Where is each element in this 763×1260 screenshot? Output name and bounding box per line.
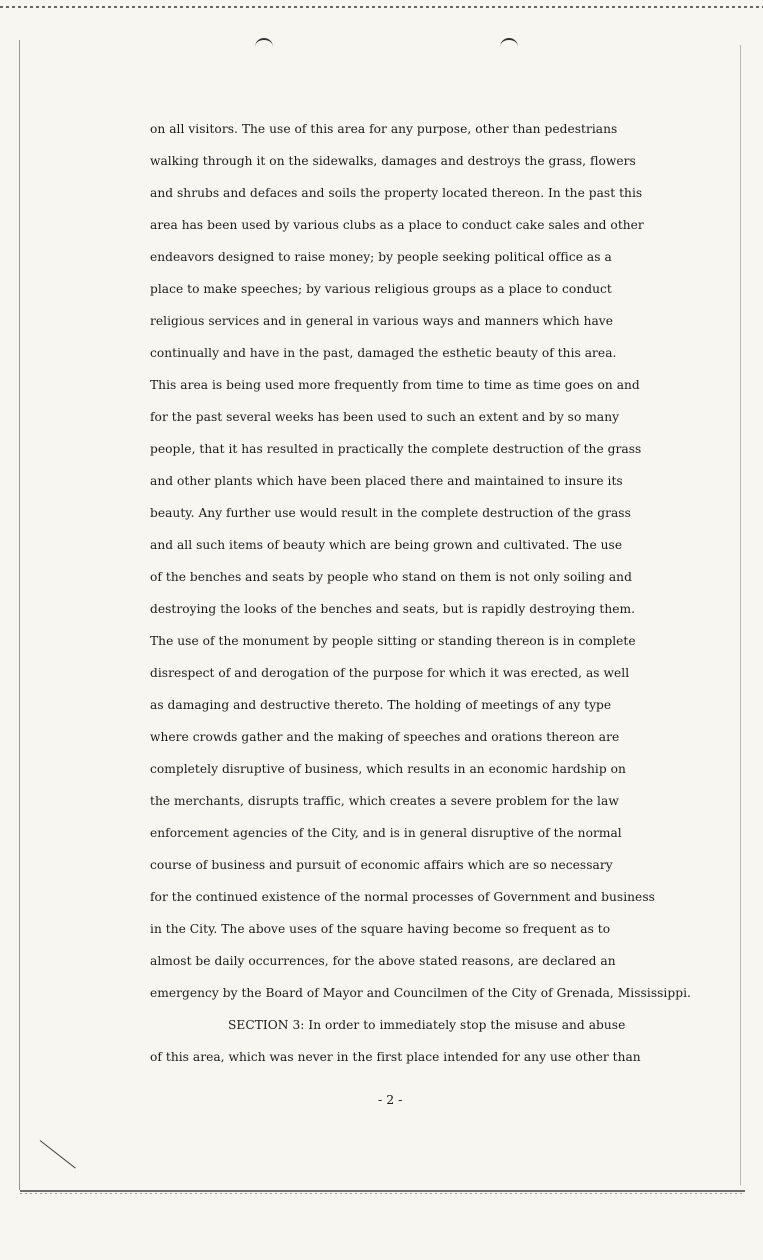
text-line: people, that it has resulted in practically the complete destruction of the grass bbox=[150, 442, 642, 456]
text-line: religious services and in general in various ways and manners which have bbox=[150, 314, 613, 328]
text-line: in the City. The above uses of the square having become so frequent as to bbox=[150, 922, 611, 936]
text-line: and shrubs and defaces and soils the property located thereon. In the past this bbox=[150, 186, 643, 200]
scan-artifact-line bbox=[40, 1140, 76, 1168]
text-line: for the past several weeks has been used to such an extent and by so many bbox=[150, 410, 620, 424]
text-line: of the benches and seats by people who stand on them is not only soiling and bbox=[150, 570, 632, 584]
text-line: and other plants which have been placed there and maintained to insure its bbox=[150, 474, 623, 488]
page-number: - 2 - bbox=[378, 1092, 403, 1107]
text-line: disrespect of and derogation of the purpose for which it was erected, as well bbox=[150, 666, 630, 680]
text-line: for the continued existence of the normal processes of Government and business bbox=[150, 890, 655, 904]
bottom-page-edge bbox=[20, 1190, 745, 1192]
section-heading-line: SECTION 3: In order to immediately stop the misuse and abuse bbox=[228, 1018, 626, 1032]
text-line: The use of the monument by people sitting or standing thereon is in complete bbox=[150, 634, 636, 648]
text-line: walking through it on the sidewalks, damages and destroys the grass, flowers bbox=[150, 154, 636, 168]
text-line: continually and have in the past, damaged the esthetic beauty of this area. bbox=[150, 346, 617, 360]
text-line: the merchants, disrupts traffic, which creates a severe problem for the law bbox=[150, 794, 619, 808]
right-page-edge bbox=[740, 45, 741, 1185]
top-edge-perforation bbox=[0, 6, 763, 8]
text-line: beauty. Any further use would result in the complete destruction of the grass bbox=[150, 506, 631, 520]
text-line: This area is being used more frequently from time to time as time goes on and bbox=[150, 378, 640, 392]
text-line: on all visitors. The use of this area for any purpose, other than pedestrians bbox=[150, 122, 618, 136]
text-line: area has been used by various clubs as a place to conduct cake sales and other bbox=[150, 218, 644, 232]
text-line: emergency by the Board of Mayor and Councilmen of the City of Grenada, Mississippi. bbox=[150, 986, 691, 1000]
bottom-edge-texture bbox=[20, 1193, 745, 1194]
text-line: destroying the looks of the benches and seats, but is rapidly destroying them. bbox=[150, 602, 636, 616]
text-line: as damaging and destructive thereto. The holding of meetings of any type bbox=[150, 698, 612, 712]
text-line: endeavors designed to raise money; by people seeking political office as a bbox=[150, 250, 612, 264]
text-line: enforcement agencies of the City, and is in general disruptive of the normal bbox=[150, 826, 622, 840]
text-line: completely disruptive of business, which results in an economic hardship on bbox=[150, 762, 626, 776]
text-line: almost be daily occurrences, for the above stated reasons, are declared an bbox=[150, 954, 616, 968]
text-line: place to make speeches; by various religious groups as a place to conduct bbox=[150, 282, 612, 296]
binding-mark-left bbox=[255, 38, 273, 48]
text-line: course of business and pursuit of economic affairs which are so necessary bbox=[150, 858, 613, 872]
binding-mark-right bbox=[500, 38, 518, 48]
body-text bbox=[150, 116, 691, 1076]
text-line: and all such items of beauty which are being grown and cultivated. The use bbox=[150, 538, 623, 552]
text-line: of this area, which was never in the first place intended for any use other than bbox=[150, 1050, 641, 1064]
text-line: where crowds gather and the making of speeches and orations thereon are bbox=[150, 730, 620, 744]
left-page-edge bbox=[19, 40, 20, 1190]
